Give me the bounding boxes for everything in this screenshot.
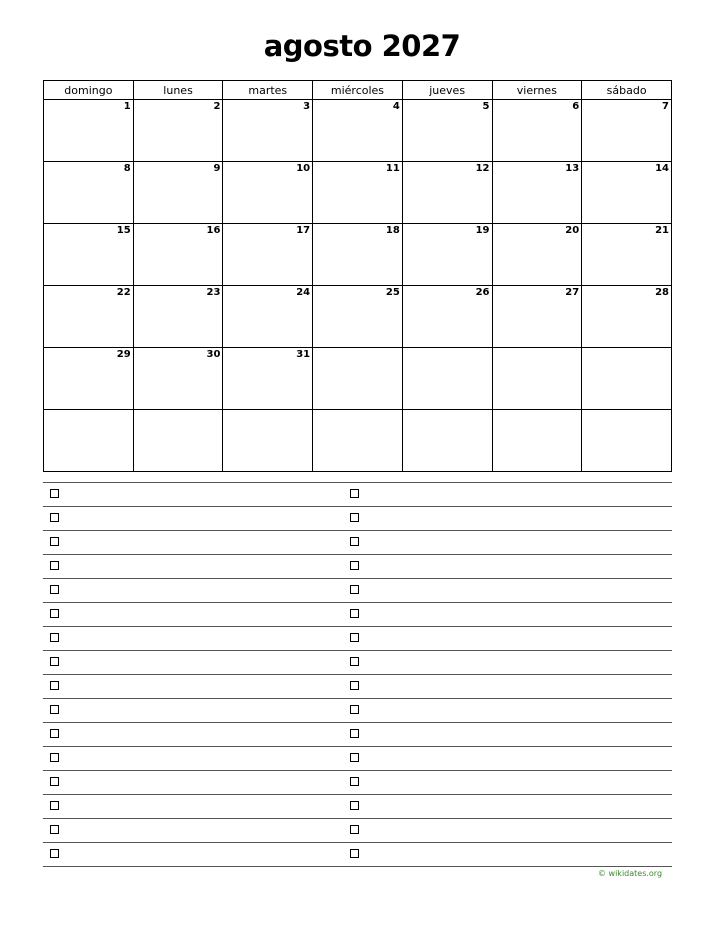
checkbox-right[interactable] — [350, 609, 359, 618]
day-number — [313, 348, 402, 349]
day-number: 25 — [385, 287, 400, 298]
day-cell[interactable] — [313, 286, 403, 348]
day-number: 15 — [116, 225, 131, 236]
checkbox-left[interactable] — [50, 825, 59, 834]
day-number: 1 — [123, 101, 131, 112]
checklist-row — [43, 699, 672, 723]
day-cell[interactable] — [492, 162, 582, 224]
checkbox-left[interactable] — [50, 609, 59, 618]
day-number: 26 — [475, 287, 490, 298]
day-number: 14 — [655, 163, 669, 174]
day-number: 24 — [296, 287, 311, 298]
day-number: 18 — [385, 225, 400, 236]
day-cell[interactable] — [44, 224, 134, 286]
day-number: 22 — [116, 287, 131, 298]
checkbox-right[interactable] — [350, 489, 359, 498]
checkbox-left[interactable] — [50, 657, 59, 666]
day-cell[interactable] — [133, 348, 223, 410]
checkbox-left[interactable] — [50, 489, 59, 498]
weekday-header: lunes — [133, 81, 223, 100]
week-row — [44, 286, 672, 348]
day-number: 30 — [206, 349, 221, 360]
day-cell[interactable] — [223, 286, 313, 348]
day-cell[interactable] — [133, 162, 223, 224]
day-number — [313, 410, 402, 411]
day-cell[interactable] — [492, 410, 582, 472]
day-number — [493, 348, 582, 349]
checklist-row — [43, 843, 672, 867]
day-cell[interactable] — [133, 224, 223, 286]
checklist-row — [43, 531, 672, 555]
day-number: 21 — [655, 225, 669, 236]
day-cell[interactable] — [582, 224, 672, 286]
checklist-row — [43, 675, 672, 699]
day-number: 23 — [206, 287, 221, 298]
checkbox-right[interactable] — [350, 777, 359, 786]
week-row — [44, 100, 672, 162]
checklist-row — [43, 627, 672, 651]
day-cell[interactable] — [313, 162, 403, 224]
day-cell[interactable] — [133, 286, 223, 348]
day-cell[interactable] — [492, 348, 582, 410]
day-cell[interactable] — [44, 162, 134, 224]
checklist-row — [43, 723, 672, 747]
checkbox-left[interactable] — [50, 705, 59, 714]
checkbox-right[interactable] — [350, 801, 359, 810]
day-number: 29 — [116, 349, 131, 360]
day-number: 11 — [385, 163, 400, 174]
week-row — [44, 224, 672, 286]
day-cell[interactable] — [133, 410, 223, 472]
week-row — [44, 348, 672, 410]
day-number — [582, 348, 671, 349]
checkbox-right[interactable] — [350, 849, 359, 858]
checklist — [43, 482, 672, 867]
checkbox-left[interactable] — [50, 777, 59, 786]
checklist-row — [43, 651, 672, 675]
checklist-row — [43, 579, 672, 603]
checkbox-left[interactable] — [50, 561, 59, 570]
weekday-header: domingo — [44, 81, 134, 100]
day-number — [493, 410, 582, 411]
day-number: 10 — [296, 163, 311, 174]
checkbox-left[interactable] — [50, 729, 59, 738]
day-cell[interactable] — [492, 100, 582, 162]
day-cell[interactable] — [313, 224, 403, 286]
day-cell[interactable] — [44, 286, 134, 348]
day-cell[interactable] — [223, 100, 313, 162]
day-cell[interactable] — [313, 410, 403, 472]
checkbox-right[interactable] — [350, 657, 359, 666]
day-cell[interactable] — [223, 162, 313, 224]
checkbox-left[interactable] — [50, 537, 59, 546]
day-number: 5 — [482, 101, 490, 112]
day-number: 16 — [206, 225, 221, 236]
day-cell[interactable] — [223, 410, 313, 472]
day-number: 2 — [213, 101, 221, 112]
day-cell[interactable] — [44, 348, 134, 410]
checklist-row — [43, 507, 672, 531]
checkbox-right[interactable] — [350, 825, 359, 834]
checklist-row — [43, 747, 672, 771]
day-number: 3 — [303, 101, 311, 112]
day-cell[interactable] — [582, 410, 672, 472]
day-cell[interactable] — [402, 162, 492, 224]
month-calendar-grid — [43, 80, 672, 472]
day-cell[interactable] — [223, 224, 313, 286]
checklist-row — [43, 795, 672, 819]
day-number: 6 — [572, 101, 580, 112]
checklist-row — [43, 603, 672, 627]
day-number — [223, 410, 312, 411]
weekday-header: viernes — [492, 81, 582, 100]
day-number — [403, 410, 492, 411]
day-cell[interactable] — [402, 224, 492, 286]
day-number — [403, 348, 492, 349]
week-row — [44, 410, 672, 472]
checkbox-right[interactable] — [350, 681, 359, 690]
day-cell[interactable] — [582, 286, 672, 348]
weekday-header: miércoles — [313, 81, 403, 100]
day-cell[interactable] — [402, 410, 492, 472]
day-number: 9 — [213, 163, 221, 174]
checklist-row — [43, 555, 672, 579]
checkbox-right[interactable] — [350, 729, 359, 738]
day-cell[interactable] — [582, 162, 672, 224]
weekday-header: martes — [223, 81, 313, 100]
day-number: 19 — [475, 225, 490, 236]
day-number: 20 — [565, 225, 580, 236]
weekday-header: sábado — [582, 81, 672, 100]
checkbox-left[interactable] — [50, 681, 59, 690]
day-number — [134, 410, 223, 411]
checkbox-right[interactable] — [350, 537, 359, 546]
weekday-header: jueves — [402, 81, 492, 100]
footer-credit: © wikidates.org — [598, 869, 663, 878]
day-cell[interactable] — [313, 100, 403, 162]
day-number: 12 — [475, 163, 490, 174]
day-cell[interactable] — [582, 348, 672, 410]
day-number: 27 — [565, 287, 580, 298]
checklist-row — [43, 483, 672, 507]
checkbox-right[interactable] — [350, 585, 359, 594]
checkbox-right[interactable] — [350, 561, 359, 570]
day-number: 8 — [123, 163, 131, 174]
day-cell[interactable] — [223, 348, 313, 410]
checkbox-left[interactable] — [50, 753, 59, 762]
day-cell[interactable] — [492, 286, 582, 348]
day-cell[interactable] — [402, 100, 492, 162]
checkbox-left[interactable] — [50, 513, 59, 522]
checklist-row — [43, 771, 672, 795]
day-cell[interactable] — [402, 286, 492, 348]
checklist-row — [43, 819, 672, 843]
day-cell[interactable] — [133, 100, 223, 162]
checkbox-right[interactable] — [350, 705, 359, 714]
day-number — [44, 410, 133, 411]
checkbox-left[interactable] — [50, 585, 59, 594]
day-number: 7 — [662, 101, 669, 112]
day-cell[interactable] — [44, 100, 134, 162]
day-number: 4 — [392, 101, 400, 112]
checkbox-right[interactable] — [350, 513, 359, 522]
day-cell[interactable] — [402, 348, 492, 410]
checkbox-right[interactable] — [350, 753, 359, 762]
week-row — [44, 162, 672, 224]
checkbox-left[interactable] — [50, 633, 59, 642]
checkbox-left[interactable] — [50, 801, 59, 810]
day-cell[interactable] — [44, 410, 134, 472]
weekday-header-row — [44, 81, 672, 100]
day-number: 28 — [655, 287, 669, 298]
day-number — [582, 410, 671, 411]
calendar-title: agosto 2027 — [263, 29, 461, 63]
day-number: 17 — [296, 225, 311, 236]
day-cell[interactable] — [492, 224, 582, 286]
checkbox-right[interactable] — [350, 633, 359, 642]
day-number: 31 — [296, 349, 311, 360]
day-cell[interactable] — [313, 348, 403, 410]
day-number: 13 — [565, 163, 580, 174]
checkbox-left[interactable] — [50, 849, 59, 858]
day-cell[interactable] — [582, 100, 672, 162]
